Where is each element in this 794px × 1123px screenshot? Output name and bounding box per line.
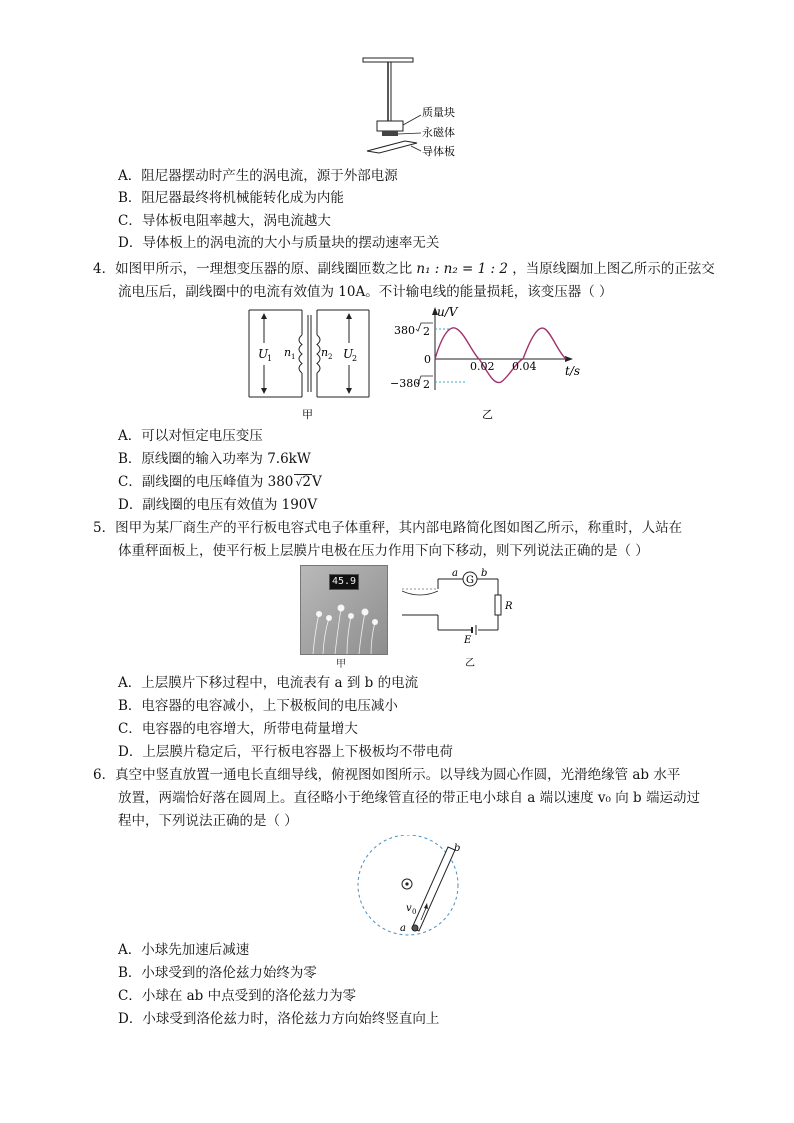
q5-stem-line2: 体重秤面板上，使平行板上层膜片电极在压力作用下向下移动，则下列说法正确的是（ ） bbox=[118, 543, 649, 559]
q4-option-c bbox=[118, 472, 322, 492]
wire-circle-figure bbox=[350, 835, 470, 940]
caption-q5-yi: 乙 bbox=[465, 658, 475, 669]
q5-option-b: B．电容器的电容减小，上下极板间的电压减小 bbox=[118, 698, 398, 714]
label-U2-sub: 2 bbox=[352, 354, 358, 363]
label-U1-sub: 1 bbox=[267, 354, 273, 363]
scale-display-value: 45.9 bbox=[332, 576, 357, 587]
q6-option-c: C．小球在 ab 中点受到的洛伦兹力为零 bbox=[118, 988, 357, 1004]
q5-option-d: D．上层膜片稳定后，平行板电容器上下极板均不带电荷 bbox=[118, 744, 453, 760]
q4-turns-ratio: n₁ : n₂ = 1 : 2 bbox=[416, 261, 508, 277]
q6-stem-line1: 6．真空中竖直放置一通电长直细导线，俯视图如图所示。以导线为圆心作圆，光滑绝缘管 ab 水平 bbox=[93, 767, 681, 783]
label-a-end: a bbox=[400, 923, 406, 934]
q4-option-c-sqrt-val: 2 bbox=[302, 474, 311, 490]
q6-option-b: B．小球受到的洛伦兹力始终为零 bbox=[118, 965, 317, 981]
label-b-end: b bbox=[454, 843, 461, 854]
q4-stem-line1 bbox=[93, 259, 715, 279]
caption-yi: 乙 bbox=[482, 408, 493, 421]
q5-option-a: A．上层膜片下移过程中，电流表有 a 到 b 的电流 bbox=[118, 675, 419, 691]
label-G: G bbox=[466, 575, 474, 586]
q5-option-c: C．电容器的电容增大，所带电荷量增大 bbox=[118, 721, 358, 737]
q4-option-a: A．可以对恒定电压变压 bbox=[118, 428, 263, 444]
ymax-label: 380 bbox=[394, 324, 415, 337]
label-R: R bbox=[505, 601, 513, 612]
scale-photo bbox=[300, 565, 388, 655]
q4-option-d: D．副线圈的电压有效值为 190V bbox=[118, 497, 318, 513]
capacitor-circuit bbox=[400, 565, 520, 670]
q3-option-c: C．导体板电阻率越大，涡电流越大 bbox=[118, 213, 331, 229]
caption-jia: 甲 bbox=[302, 408, 313, 421]
q6-stem-line2: 放置，两端恰好落在圆周上。直径略小于绝缘管直径的带正电小球自 a 端以速度 v₀ 向 b 端运动过 bbox=[118, 790, 700, 806]
ymin-label: −380 bbox=[390, 377, 421, 390]
x-axis-label: t/s bbox=[565, 364, 580, 378]
q6-option-a: A．小球先加速后减速 bbox=[118, 942, 250, 958]
q4-option-b: B．原线圈的输入功率为 7.6kW bbox=[118, 451, 311, 467]
q6-option-d: D．小球受到洛伦兹力时，洛伦兹力方向始终竖直向上 bbox=[118, 1011, 440, 1027]
label-magnet: 永磁体 bbox=[422, 126, 455, 139]
q4-option-c-unit: V bbox=[312, 474, 322, 490]
damper-figure bbox=[355, 55, 475, 165]
label-a: a bbox=[452, 568, 458, 579]
label-n1: n bbox=[284, 346, 292, 359]
tick-004: 0.04 bbox=[512, 360, 537, 373]
label-b: b bbox=[481, 568, 488, 579]
label-n2-sub: 2 bbox=[328, 353, 333, 361]
caption-q5-jia: 甲 bbox=[336, 659, 346, 670]
ymax-sqrt: 2 bbox=[423, 325, 430, 338]
q6-stem-line3: 程中，下列说法正确的是（ ） bbox=[118, 813, 298, 829]
q4-stem-1b: ，当原线圈加上图乙所示的正弦交 bbox=[512, 261, 715, 277]
label-E: E bbox=[464, 635, 472, 646]
q4-option-c-text: C．副线圈的电压峰值为 380 bbox=[118, 474, 294, 490]
flower-decoration bbox=[301, 596, 387, 654]
q3-option-d: D．导体板上的涡电流的大小与质量块的摆动速率无关 bbox=[118, 235, 440, 251]
ymin-sqrt: 2 bbox=[423, 378, 430, 391]
transformer-figure bbox=[244, 305, 374, 423]
origin-label: 0 bbox=[424, 353, 431, 366]
voltage-graph bbox=[390, 300, 580, 423]
y-axis-label: u/V bbox=[437, 305, 458, 319]
q3-option-b: B．阻尼器最终将机械能转化成为内能 bbox=[118, 190, 344, 206]
label-mass: 质量块 bbox=[422, 106, 455, 119]
label-U1: U bbox=[258, 347, 269, 361]
label-plate: 导体板 bbox=[422, 145, 455, 158]
q5-stem-line1: 5．图甲为某厂商生产的平行板电容式电子体重秤，其内部电路简化图如图乙所示，称重时，人站在 bbox=[93, 520, 683, 536]
scale-display bbox=[329, 574, 359, 590]
label-U2: U bbox=[343, 347, 354, 361]
label-v0-sub: 0 bbox=[412, 908, 417, 916]
label-n2: n bbox=[321, 346, 329, 359]
q4-stem-line2: 流电压后，副线圈中的电流有效值为 10A。不计输电线的能量损耗，该变压器（ ） bbox=[118, 284, 613, 300]
tick-002: 0.02 bbox=[470, 360, 495, 373]
q3-option-a: A．阻尼器摆动时产生的涡电流，源于外部电源 bbox=[118, 168, 398, 184]
label-n1-sub: 1 bbox=[291, 353, 296, 361]
label-v0: v bbox=[406, 903, 412, 914]
q4-stem-1a: 4．如图甲所示，一理想变压器的原、副线圈匝数之比 bbox=[93, 261, 413, 277]
q4-option-c-sqrt: √2 bbox=[295, 474, 311, 490]
